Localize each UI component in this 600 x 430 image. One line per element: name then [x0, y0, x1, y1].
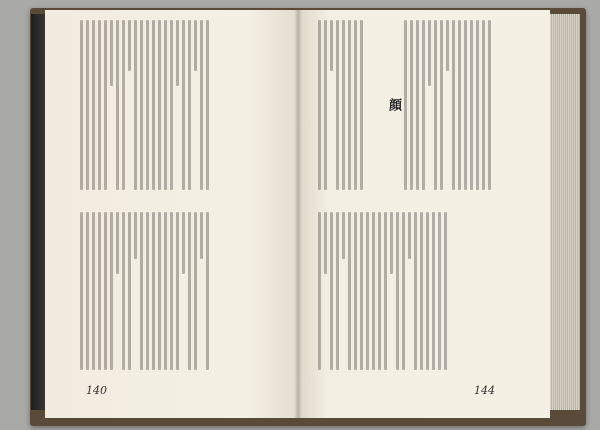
text-line: [348, 20, 351, 190]
text-line: [354, 212, 357, 370]
text-line: [336, 212, 339, 370]
text-line: [318, 212, 321, 370]
right-page-lower-text: [318, 212, 447, 370]
text-line: [104, 212, 107, 370]
text-line: [464, 20, 467, 190]
text-line: [86, 20, 89, 190]
page-edges: [550, 14, 580, 410]
text-line: [92, 20, 95, 190]
text-line: [134, 20, 137, 190]
text-line: [330, 212, 333, 370]
text-line: [146, 212, 149, 370]
text-line: [420, 212, 423, 370]
text-line: [390, 212, 393, 274]
text-line: [122, 20, 125, 190]
text-line: [86, 212, 89, 370]
right-page-number: 144: [474, 384, 495, 397]
text-line: [354, 20, 357, 190]
text-line: [396, 212, 399, 370]
text-line: [140, 212, 143, 370]
text-line: [110, 20, 113, 86]
text-line: [152, 20, 155, 190]
text-line: [342, 212, 345, 259]
text-line: [122, 212, 125, 370]
text-line: [318, 20, 321, 190]
right-page-upper-text: [404, 20, 491, 190]
text-line: [428, 20, 431, 86]
text-line: [408, 212, 411, 259]
text-line: [176, 212, 179, 370]
text-line: [116, 212, 119, 274]
text-line: [104, 20, 107, 190]
text-line: [476, 20, 479, 190]
text-line: [384, 212, 387, 370]
right-page-upper-text-after-heading: [318, 20, 363, 190]
text-line: [416, 20, 419, 190]
text-line: [432, 212, 435, 370]
text-line: [422, 20, 425, 190]
text-line: [80, 20, 83, 190]
text-line: [98, 212, 101, 370]
text-line: [158, 20, 161, 190]
text-line: [140, 20, 143, 190]
text-line: [458, 20, 461, 190]
text-line: [200, 212, 203, 259]
left-page-lower-text: [80, 212, 209, 370]
text-line: [80, 212, 83, 370]
text-line: [330, 20, 333, 71]
text-line: [206, 20, 209, 190]
text-line: [348, 212, 351, 370]
text-line: [482, 20, 485, 190]
text-line: [206, 212, 209, 370]
text-line: [438, 212, 441, 370]
text-line: [324, 212, 327, 274]
text-line: [324, 20, 327, 190]
text-line: [360, 20, 363, 190]
left-page-number: 140: [86, 384, 107, 397]
text-line: [366, 212, 369, 370]
text-line: [188, 212, 191, 370]
text-line: [92, 212, 95, 370]
text-line: [414, 212, 417, 370]
text-line: [470, 20, 473, 190]
text-line: [402, 212, 405, 370]
text-line: [452, 20, 455, 190]
text-line: [170, 212, 173, 370]
text-line: [128, 212, 131, 370]
text-line: [434, 20, 437, 190]
text-line: [98, 20, 101, 190]
left-page-upper-text: [80, 20, 209, 190]
text-line: [194, 20, 197, 71]
text-line: [440, 20, 443, 190]
text-line: [164, 20, 167, 190]
text-line: [182, 212, 185, 274]
text-line: [128, 20, 131, 71]
text-line: [446, 20, 449, 71]
text-line: [378, 212, 381, 370]
text-line: [444, 212, 447, 370]
text-line: [152, 212, 155, 370]
text-line: [176, 20, 179, 86]
text-line: [410, 20, 413, 190]
text-line: [360, 212, 363, 370]
text-line: [146, 20, 149, 190]
text-line: [164, 212, 167, 370]
section-heading: 顔: [386, 98, 401, 111]
text-line: [188, 20, 191, 190]
book-gutter: [294, 10, 302, 418]
text-line: [426, 212, 429, 370]
text-line: [110, 212, 113, 370]
book-spine-edge: [31, 14, 45, 410]
text-line: [116, 20, 119, 190]
text-line: [404, 20, 407, 190]
text-line: [170, 20, 173, 190]
text-line: [342, 20, 345, 190]
text-line: [200, 20, 203, 190]
text-line: [336, 20, 339, 190]
text-line: [488, 20, 491, 190]
text-line: [372, 212, 375, 370]
text-line: [158, 212, 161, 370]
text-line: [182, 20, 185, 190]
text-line: [194, 212, 197, 370]
text-line: [134, 212, 137, 259]
